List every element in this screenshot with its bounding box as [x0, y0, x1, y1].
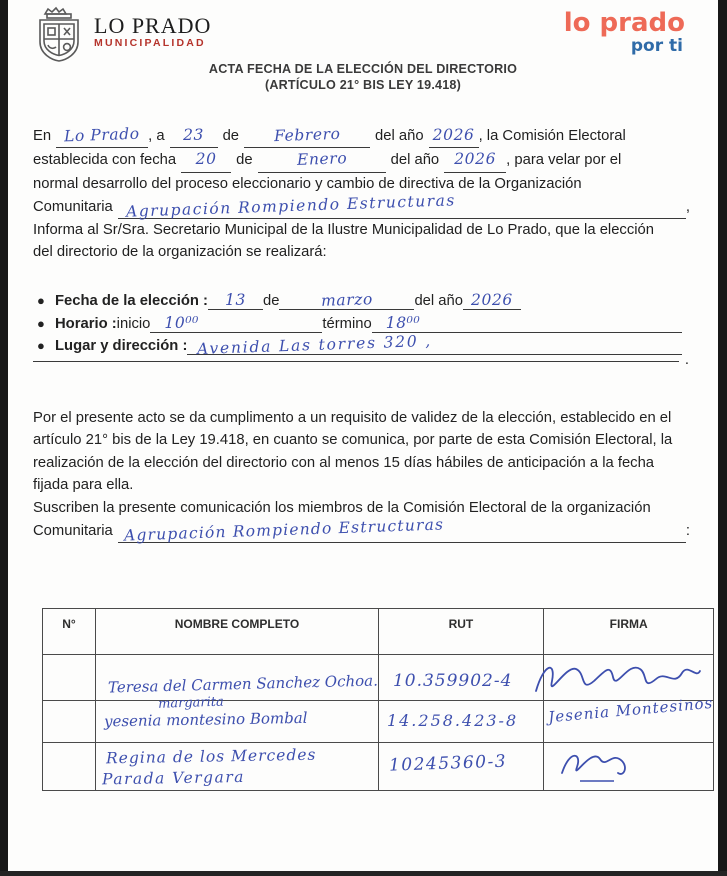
handwriting-end-time: 18⁰⁰	[385, 313, 421, 332]
blank-organization	[118, 191, 686, 221]
text: de	[262, 293, 280, 309]
handwriting-month2: Enero	[296, 149, 348, 170]
blank-day2	[181, 148, 231, 172]
intro-paragraph	[33, 124, 690, 264]
cell-firma	[543, 743, 713, 791]
text: ,	[685, 198, 690, 215]
bullet-icon: ●	[37, 315, 45, 331]
handwriting-location: Avenida Las torres 320 ,	[197, 331, 433, 359]
bullet-schedule	[37, 314, 682, 333]
cell-firma	[543, 693, 714, 743]
handwriting-start-time: 10⁰⁰	[164, 313, 199, 332]
intro-line-6: del directorio de la organización se realizará:	[33, 244, 327, 261]
signature-scribble-icon	[552, 743, 652, 791]
text: inicio	[116, 315, 151, 332]
header-num: N°	[43, 609, 96, 655]
document-title-line2: (ARTÍCULO 21° BIS LEY 19.418)	[264, 77, 462, 92]
scan-edge-bottom	[0, 871, 727, 876]
handwriting-month: Febrero	[273, 124, 341, 146]
text: :	[685, 523, 690, 539]
handwriting-member-name: Teresa del Carmen Sanchez Ochoa.	[107, 671, 379, 697]
cell-name	[96, 694, 379, 743]
crest-shield-icon	[28, 4, 90, 66]
bullet-label: Horario :	[55, 315, 117, 332]
blank-city	[56, 124, 148, 148]
intro-line-2	[33, 148, 690, 172]
cell-rut	[378, 655, 543, 701]
handwriting-member-name: Regina de los Mercedes	[105, 745, 317, 768]
brand-line2: por ti	[630, 36, 683, 56]
blank-day	[170, 124, 218, 148]
intro-line-4	[33, 191, 690, 221]
handwriting-signature: Jesenia Montesinos	[547, 693, 714, 727]
handwriting-member-name2: Parada Vergara	[101, 767, 246, 789]
handwriting-city: Lo Prado	[63, 124, 141, 146]
cell-firma	[543, 655, 713, 701]
blank-election-day	[208, 291, 263, 310]
handwriting-election-year: 2026	[471, 291, 513, 309]
cell-rut	[378, 701, 543, 743]
blank-end-time	[372, 314, 682, 333]
text: Comunitaria	[33, 523, 113, 539]
municipality-logo	[28, 4, 211, 66]
blank-election-month	[279, 291, 414, 310]
table-header-row	[43, 609, 714, 655]
bullet-label: Lugar y dirección :	[55, 338, 188, 354]
handwriting-member-name-insert: margarita	[157, 694, 225, 712]
cell-num	[43, 655, 96, 701]
municipality-subtitle: MUNICIPALIDAD	[94, 37, 206, 49]
continuation-period: .	[684, 352, 689, 368]
handwriting-year: 2026	[432, 126, 475, 144]
cell-rut	[378, 743, 543, 791]
brand-logo	[564, 10, 685, 55]
cell-num	[43, 743, 96, 791]
commission-members-table	[42, 608, 714, 791]
cell-name	[96, 743, 379, 791]
blank-year	[429, 124, 479, 148]
handwriting-election-day: 13	[225, 291, 246, 309]
text: , para velar por el	[506, 152, 622, 169]
handwriting-election-month: marzo	[320, 290, 374, 310]
header-name: NOMBRE COMPLETO	[96, 609, 379, 655]
municipality-name: LO PRADO	[94, 13, 212, 38]
blank-start-time	[150, 314, 322, 333]
handwriting-year2: 2026	[454, 150, 497, 169]
handwriting-member-rut: 10245360-3	[388, 751, 508, 776]
intro-line-1	[33, 124, 690, 148]
cell-num	[43, 701, 96, 743]
subscribe-paragraph: Suscriben la presente comunicación los miembros de la Comisión Electoral de la organización	[33, 500, 651, 516]
bullet-label: Fecha de la elección :	[55, 293, 208, 309]
bullet-location	[37, 331, 682, 359]
text: de	[222, 128, 240, 144]
subscribe-org-line	[33, 515, 690, 545]
handwriting-member-rut: 14.258.423-8	[386, 711, 519, 730]
handwriting-member-name: yesenia montesino Bombal	[103, 708, 308, 731]
blank-month2	[258, 148, 386, 172]
intro-line-3: normal desarrollo del proceso eleccionario y cambio de directiva de la Organización	[33, 175, 582, 192]
table-row	[43, 743, 714, 791]
blank-organization2	[118, 515, 686, 545]
text: del año	[414, 293, 463, 309]
blank-election-year	[463, 291, 521, 310]
text: del año	[375, 128, 424, 144]
table-row	[43, 701, 714, 743]
brand-line1: lo prado	[563, 8, 685, 38]
document-title-line1: ACTA FECHA DE LA ELECCIÓN DEL DIRECTORIO	[208, 62, 518, 76]
handwriting-organization: Agrupación Rompiendo Estructuras	[125, 191, 456, 221]
bullet-election-date	[37, 291, 682, 310]
text: del año	[390, 152, 440, 169]
header-rut: RUT	[378, 609, 543, 655]
election-details-list	[37, 291, 682, 359]
blank-year2	[444, 148, 506, 172]
text: Comunitaria	[33, 198, 113, 215]
bullet-icon: ●	[37, 338, 45, 353]
text: En	[33, 128, 52, 144]
handwriting-day2: 20	[195, 150, 217, 169]
legal-paragraph: Por el presente acto se da cumplimento a un requisito de validez de la elección, establecido en el artículo 21° bis de la Ley 19.418, en cuanto se comunica, por parte de esta Comisión Electoral, la realización de la elección del directorio con al menos 15 días hábiles de anticipación a la fecha fijada para ella.	[33, 410, 673, 493]
header-firma: FIRMA	[543, 609, 713, 655]
text: establecida con fecha	[33, 152, 177, 169]
blank-month	[244, 124, 370, 148]
document-title	[8, 62, 718, 93]
scan-edge-left	[0, 0, 8, 876]
bullet-icon: ●	[37, 293, 45, 308]
text: término	[322, 315, 372, 332]
location-continuation-line	[33, 360, 679, 362]
blank-location	[187, 331, 682, 359]
text: de	[236, 152, 253, 169]
text: , la Comisión Electoral	[478, 128, 626, 144]
handwriting-organization2: Agrupación Rompiendo Estructuras	[123, 515, 445, 545]
intro-line-5: Informa al Sr/Sra. Secretario Municipal de la Ilustre Municipalidad de Lo Prado, que la elección	[33, 222, 654, 239]
scan-edge-right	[718, 0, 727, 876]
text: , a	[148, 128, 165, 144]
handwriting-day: 23	[183, 126, 205, 144]
handwriting-member-rut: 10.359902-4	[392, 671, 513, 691]
